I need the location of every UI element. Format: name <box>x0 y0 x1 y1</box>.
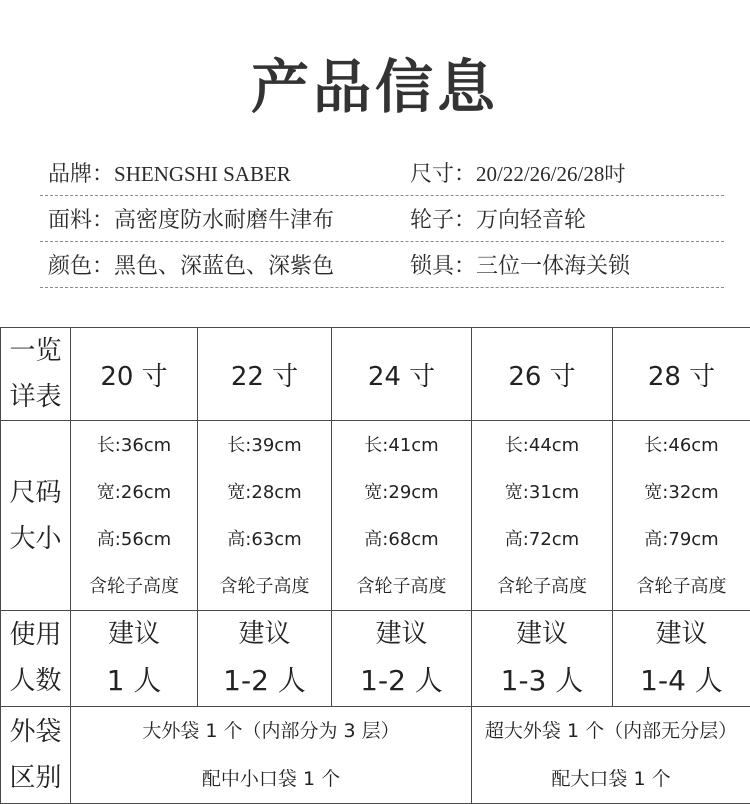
bag-header: 外袋 区别 <box>1 706 71 803</box>
color-label: 颜色： <box>48 254 115 279</box>
size-field <box>382 157 724 188</box>
dimension-cell: 长:39cm 宽:28cm 高:63cm 含轮子高度 <box>198 421 332 611</box>
size-value: 20/22/26/26/28吋 <box>476 162 626 186</box>
small-bag-cell: 大外袋 1 个（内部分为 3 层） 配中小口袋 1 个 <box>71 706 472 803</box>
dimension-cell: 长:36cm 宽:26cm 高:56cm 含轮子高度 <box>71 421 198 611</box>
color-value: 黑色、深蓝色、深紫色 <box>114 254 335 279</box>
lock-value: 三位一体海关锁 <box>476 254 631 279</box>
table-row <box>1 328 750 421</box>
users-cell: 建议 1-3 人 <box>472 611 613 706</box>
spec-table <box>0 327 750 804</box>
size-heading: 20 寸 <box>71 328 198 421</box>
brand-value: SHENGSHI SABER <box>114 162 291 186</box>
overview-header: 一览 详表 <box>1 328 71 421</box>
size-label: 尺寸： <box>410 162 477 187</box>
users-cell: 建议 1-4 人 <box>613 611 750 706</box>
size-heading: 24 寸 <box>332 328 472 421</box>
page-title: 产品信息 <box>250 53 499 121</box>
wheel-label: 轮子： <box>410 208 477 233</box>
table-row <box>1 421 750 611</box>
fabric-label: 面料： <box>48 208 115 233</box>
fabric-field <box>40 203 382 234</box>
lock-field <box>382 249 724 280</box>
dimension-cell: 长:41cm 宽:29cm 高:68cm 含轮子高度 <box>332 421 472 611</box>
table-row <box>1 611 750 706</box>
brand-field <box>40 157 382 188</box>
color-field <box>40 249 382 280</box>
wheel-field <box>382 203 724 234</box>
brand-label: 品牌： <box>48 162 115 187</box>
wheel-value: 万向轻音轮 <box>476 208 587 233</box>
dimension-cell: 长:46cm 宽:32cm 高:79cm 含轮子高度 <box>613 421 750 611</box>
table-row <box>1 706 750 803</box>
size-heading: 22 寸 <box>198 328 332 421</box>
info-row <box>40 150 724 196</box>
large-bag-cell: 超大外袋 1 个（内部无分层） 配大口袋 1 个 <box>472 706 750 803</box>
info-row <box>40 242 724 288</box>
fabric-value: 高密度防水耐磨牛津布 <box>114 208 335 233</box>
lock-label: 锁具： <box>410 254 477 279</box>
size-header: 尺码 大小 <box>1 421 71 611</box>
users-cell: 建议 1-2 人 <box>198 611 332 706</box>
users-cell: 建议 1-2 人 <box>332 611 472 706</box>
size-heading: 28 寸 <box>613 328 750 421</box>
users-header: 使用 人数 <box>1 611 71 706</box>
size-heading: 26 寸 <box>472 328 613 421</box>
users-cell: 建议 1 人 <box>71 611 198 706</box>
info-row <box>40 196 724 242</box>
dimension-cell: 长:44cm 宽:31cm 高:72cm 含轮子高度 <box>472 421 613 611</box>
product-info <box>40 150 724 288</box>
